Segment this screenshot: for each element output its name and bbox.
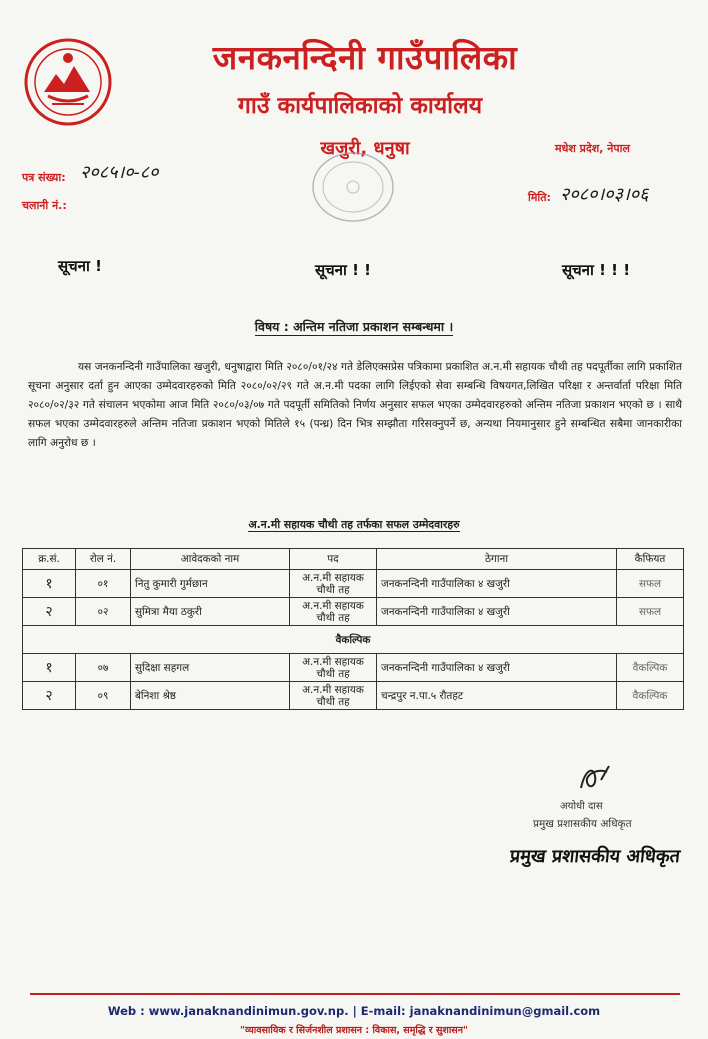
column-header-name: आवेदकको नाम	[131, 549, 290, 570]
address-cell: जनकनन्दिनी गाउँपालिका ४ खजुरी	[377, 654, 617, 682]
roll-cell: ०७	[76, 654, 131, 682]
date-label: मिति:	[528, 191, 551, 204]
table-header-row	[23, 549, 684, 570]
name-cell: नितु कुमारी गुर्मछान	[131, 570, 290, 598]
serial-cell: २	[23, 682, 76, 710]
roll-cell: ०९	[76, 682, 131, 710]
notice-heading-2: सूचना ! !	[315, 261, 372, 279]
name-cell: सुदिक्षा सहगल	[131, 654, 290, 682]
remark-cell: वैकल्पिक	[617, 654, 684, 682]
results-table	[22, 548, 684, 710]
signatory-rubber-stamp: प्रमुख प्रशासकीय अधिकृत	[508, 846, 682, 867]
office-subtitle: गाउँ कार्यपालिकाको कार्यालय	[237, 93, 483, 119]
remark-cell: सफल	[617, 598, 684, 626]
office-stamp-icon	[308, 148, 398, 226]
post-cell: अ.न.मी सहायक चौथी तह	[290, 598, 377, 626]
footer-slogan: "व्यावसायिक र सिर्जनशील प्रशासन : विकास, समृद्धि र सुशासन"	[240, 1025, 468, 1036]
subject-line: विषय : अन्तिम नतिजा प्रकाशन सम्बन्धमा ।	[254, 319, 454, 334]
reference-number-value: २०८५।०-८०	[80, 162, 159, 183]
notice-heading-1: सूचना !	[58, 257, 102, 275]
serial-cell: २	[23, 598, 76, 626]
address-cell: चन्द्रपुर न.पा.५ रौतहट	[377, 682, 617, 710]
remark-cell: सफल	[617, 570, 684, 598]
serial-cell: १	[23, 654, 76, 682]
column-header-serial: क्र.सं.	[23, 549, 76, 570]
roll-cell: ०१	[76, 570, 131, 598]
municipality-title: जनकनन्दिनी गाउँपालिका	[212, 38, 518, 77]
remark-cell: वैकल्पिक	[617, 682, 684, 710]
table-title: अ.न.मी सहायक चौथी तह तर्फका सफल उम्मेदवारहरु	[248, 518, 460, 531]
notice-body-paragraph: यस जनकनन्दिनी गाउँपालिका खजुरी, धनुषाद्वारा मिति २०८०/०१/२४ गते डेलिएक्सप्रेस पत्रिकामा प्रकाशित अ.न.मी सहायक चौथी तह पदपूर्तीका लागि प्रकाशित सूचना अनुसार दर्ता हुन आएका उम्मेदवारहरुको मिति २०८०/०२/२९ गते अ.न.मी पदका लागि लिईएको सेवा सम्बन्धि विषयगत,लिखित परिक्षा र अन्तर्वार्ता परिक्षा मिति २०८०/०२/३२ गते संचालन भएकोमा आज मिति २०८०/०३/०७ गते पदपूर्ती समितिको निर्णय अनुसार सफल भएका उम्मेदवारहरुको अन्तिम नतिजा प्रकाशन भएको छ । साथै सफल भएका उम्मेदवारहरुले अन्तिम नतिजा प्रकाशन भएको मितिले १५ (पन्ध्र) दिन भित्र सम्झौता गरिसक्नुपर्ने छ, अन्यथा नियमानुसार हुने सम्बन्धित सबैमा जानकारीका लागि अनुरोध छ ।	[28, 361, 682, 449]
address-cell: जनकनन्दिनी गाउँपालिका ४ खजुरी	[377, 598, 617, 626]
municipality-emblem-icon	[22, 36, 114, 128]
signatory-title: प्रमुख प्रशासकीय अधिकृत	[533, 818, 632, 830]
signatory-name: अयोधी दास	[560, 801, 603, 812]
table-row	[23, 682, 684, 710]
notice-heading-3: सूचना ! ! !	[562, 261, 631, 279]
column-header-post: पद	[290, 549, 377, 570]
name-cell: सुमित्रा मैया ठकुरी	[131, 598, 290, 626]
post-cell: अ.न.मी सहायक चौथी तह	[290, 654, 377, 682]
table-row	[23, 654, 684, 682]
column-header-remark: कैफियत	[617, 549, 684, 570]
post-cell: अ.न.मी सहायक चौथी तह	[290, 682, 377, 710]
dispatch-number-label: चलानी नं.:	[22, 199, 67, 212]
column-header-roll: रोल नं.	[76, 549, 131, 570]
handwritten-signature-icon	[575, 762, 615, 796]
alternate-section-label: वैकल्पिक	[23, 626, 684, 654]
serial-cell: १	[23, 570, 76, 598]
roll-cell: ०२	[76, 598, 131, 626]
reference-number-label: पत्र संख्या:	[22, 171, 66, 184]
post-cell: अ.न.मी सहायक चौथी तह	[290, 570, 377, 598]
date-value: २०८०।०३।०६	[560, 184, 649, 205]
footer-divider	[30, 993, 680, 995]
address-cell: जनकनन्दिनी गाउँपालिका ४ खजुरी	[377, 570, 617, 598]
alternate-section-row	[23, 626, 684, 654]
column-header-address: ठेगाना	[377, 549, 617, 570]
office-location: खजुरी, धनुषा	[320, 138, 410, 159]
table-row	[23, 570, 684, 598]
name-cell: बेनिशा श्रेष्ठ	[131, 682, 290, 710]
table-row	[23, 598, 684, 626]
footer-contact: Web : www.janaknandinimun.gov.np. | E-mail: janaknandinimun@gmail.com	[107, 1004, 601, 1018]
province-label: मधेश प्रदेश, नेपाल	[555, 142, 630, 155]
